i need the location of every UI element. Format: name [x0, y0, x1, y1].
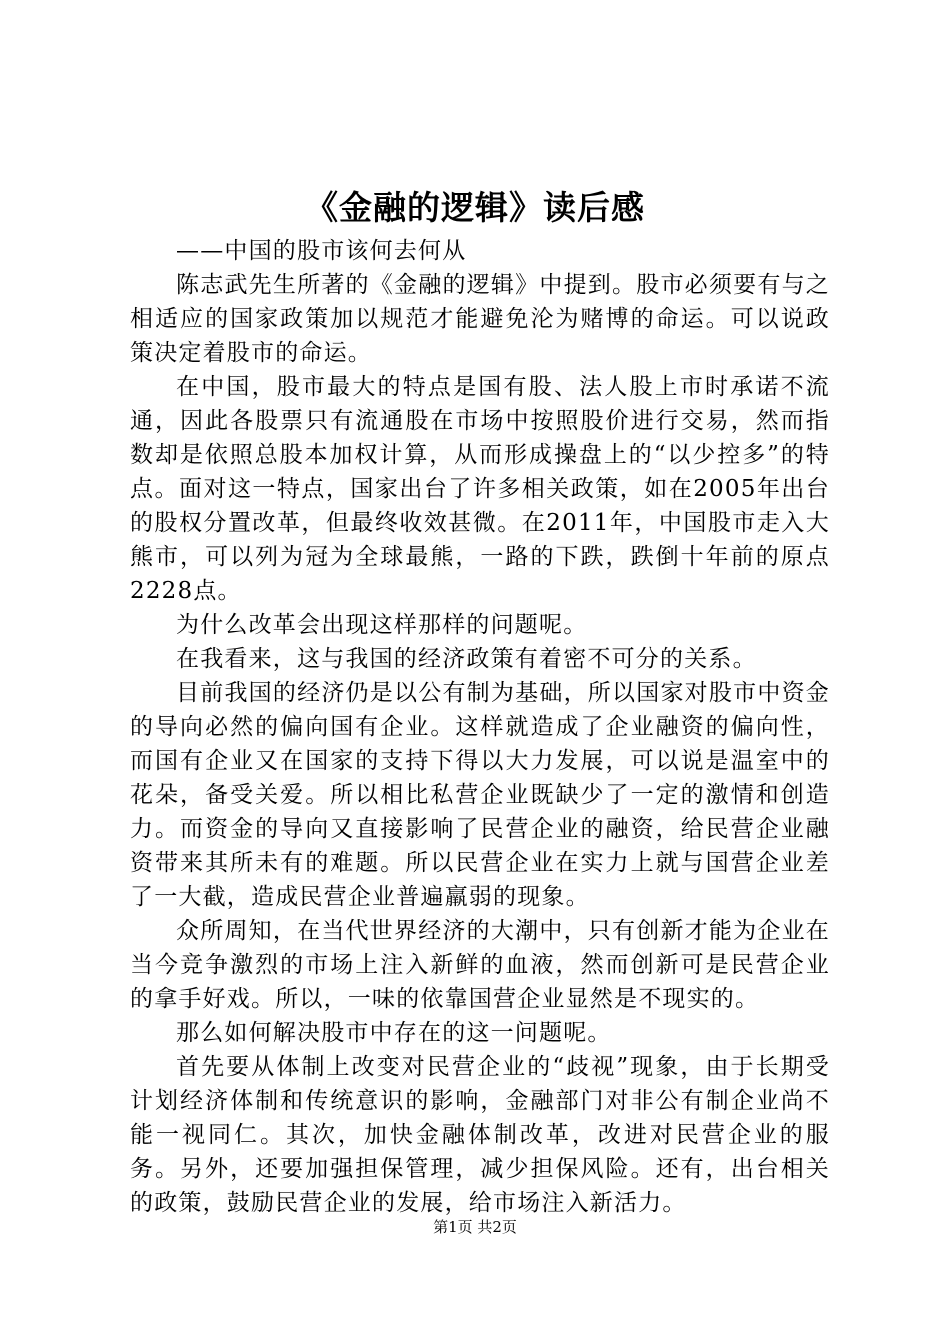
body-paragraph: 那么如何解决股市中存在的这一问题呢。 [176, 1020, 612, 1046]
body-paragraph: 在中国，股市最大的特点是国有股、法人股上市时承诺不流通，因此各股票只有流通股在市场中按照股价进行交易，然而指数却是依照总股本加权计算，从而形成操盘上的“以少控多”的特点。面对这一特点，国家出台了许多相关政策，如在2005年出台的股权分置改革，但最终收效甚微。在2011年，中国股市走入大熊市，可以列为冠为全球最熊，一路的下跌，跌倒十年前的原点2228点。 [130, 374, 830, 604]
body-paragraph: 在我看来，这与我国的经济政策有着密不可分的关系。 [176, 646, 757, 672]
body-paragraph: 众所周知，在当代世界经济的大潮中，只有创新才能为企业在当今竞争激烈的市场上注入新鲜的血液，然而创新可是民营企业的拿手好戏。所以，一味的依靠国营企业显然是不现实的。 [130, 918, 830, 1012]
body-paragraph: 为什么改革会出现这样那样的问题呢。 [176, 612, 588, 638]
subtitle-paragraph: ——中国的股市该何去何从 [176, 238, 467, 264]
document-body [130, 234, 830, 1220]
body-paragraph: 陈志武先生所著的《金融的逻辑》中提到。股市必须要有与之相适应的国家政策加以规范才能避免沦为赌博的命运。可以说政策决定着股市的命运。 [130, 272, 830, 366]
page-footer: 第1页 共2页 [433, 1218, 517, 1236]
body-paragraph: 目前我国的经济仍是以公有制为基础，所以国家对股市中资金的导向必然的偏向国有企业。这样就造成了企业融资的偏向性，而国有企业又在国家的支持下得以大力发展，可以说是温室中的花朵，备受关爱。所以相比私营企业既缺少了一定的激情和创造力。而资金的导向又直接影响了民营企业的融资，给民营企业融资带来其所未有的难题。所以民营企业在实力上就与国营企业差了一大截，造成民营企业普遍羸弱的现象。 [130, 680, 830, 910]
document-title: 《金融的逻辑》读后感 [305, 188, 645, 227]
body-paragraph: 首先要从体制上改变对民营企业的“歧视”现象，由于长期受计划经济体制和传统意识的影响，金融部门对非公有制企业尚不能一视同仁。其次，加快金融体制改革，改进对民营企业的服务。另外，还要加强担保管理，减少担保风险。还有，出台相关的政策，鼓励民营企业的发展，给市场注入新活力。 [130, 1054, 830, 1216]
